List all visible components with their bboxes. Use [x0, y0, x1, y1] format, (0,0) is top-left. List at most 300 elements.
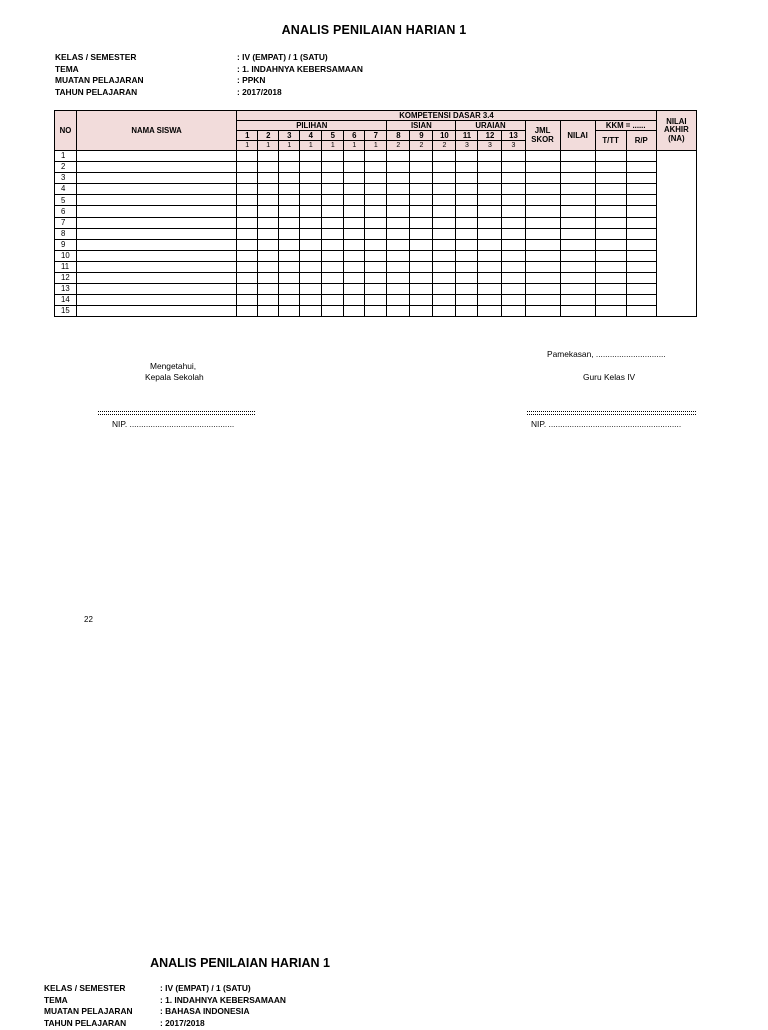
score-cell [279, 195, 300, 206]
score-cell [300, 306, 322, 317]
score-cell [344, 261, 365, 272]
score-cell [433, 184, 456, 195]
score-cell [387, 261, 410, 272]
score-cell [237, 184, 258, 195]
score-cell [525, 261, 560, 272]
score-cell [456, 261, 478, 272]
score-cell [478, 261, 502, 272]
score-cell [258, 306, 279, 317]
question-weight: 1 [300, 141, 322, 151]
score-cell [525, 306, 560, 317]
score-cell [344, 151, 365, 162]
score-cell [525, 173, 560, 184]
score-cell [258, 295, 279, 306]
score-cell [322, 228, 344, 239]
score-cell [258, 261, 279, 272]
score-cell [502, 217, 525, 228]
score-cell [410, 306, 433, 317]
score-cell [279, 173, 300, 184]
score-cell [502, 273, 525, 284]
question-weight: 1 [279, 141, 300, 151]
student-name-cell [77, 217, 237, 228]
table-row [55, 306, 697, 317]
score-cell [525, 295, 560, 306]
score-cell [365, 206, 387, 217]
question-number: 11 [456, 131, 478, 141]
question-weight: 1 [365, 141, 387, 151]
score-cell [410, 284, 433, 295]
score-cell [237, 261, 258, 272]
score-cell [433, 173, 456, 184]
row-number: 1 [55, 151, 77, 162]
table-row [55, 151, 697, 162]
score-cell [258, 228, 279, 239]
score-cell [433, 250, 456, 261]
question-weight: 1 [344, 141, 365, 151]
row-number: 8 [55, 228, 77, 239]
score-cell [237, 250, 258, 261]
question-weight: 2 [410, 141, 433, 151]
info-value: : 2017/2018 [160, 1018, 205, 1029]
score-cell [258, 217, 279, 228]
score-cell [237, 284, 258, 295]
question-weight: 1 [258, 141, 279, 151]
info-value: : PPKN [237, 75, 266, 85]
score-cell [258, 206, 279, 217]
score-cell [258, 173, 279, 184]
score-cell [525, 162, 560, 173]
no-header: NO [55, 111, 77, 151]
row-number: 2 [55, 162, 77, 173]
score-cell [410, 228, 433, 239]
score-cell [560, 173, 595, 184]
question-weight: 2 [387, 141, 410, 151]
score-cell [300, 195, 322, 206]
score-cell [626, 239, 656, 250]
score-cell [560, 184, 595, 195]
score-cell [456, 284, 478, 295]
score-cell [525, 195, 560, 206]
score-cell [525, 284, 560, 295]
row-number: 15 [55, 306, 77, 317]
score-cell [626, 306, 656, 317]
score-cell [433, 295, 456, 306]
score-cell [387, 239, 410, 250]
score-cell [595, 206, 626, 217]
score-cell [279, 206, 300, 217]
table-row [55, 239, 697, 250]
info-row-kelas [44, 983, 286, 995]
student-name-cell [77, 173, 237, 184]
question-number: 5 [322, 131, 344, 141]
score-cell [365, 295, 387, 306]
score-cell [410, 295, 433, 306]
score-cell [344, 273, 365, 284]
nilai-header: NILAI [560, 121, 595, 151]
score-cell [344, 284, 365, 295]
score-cell [433, 206, 456, 217]
row-number: 11 [55, 261, 77, 272]
info-label: TEMA [55, 63, 79, 74]
table-row [55, 173, 697, 184]
score-cell [410, 184, 433, 195]
row-number: 14 [55, 295, 77, 306]
score-cell [560, 261, 595, 272]
score-cell [344, 295, 365, 306]
question-number: 8 [387, 131, 410, 141]
score-cell [478, 239, 502, 250]
info-label: MUATAN PELAJARAN [55, 75, 144, 85]
question-number: 7 [365, 131, 387, 141]
score-cell [456, 173, 478, 184]
score-cell [560, 206, 595, 217]
score-cell [626, 195, 656, 206]
score-cell [502, 261, 525, 272]
score-cell [410, 206, 433, 217]
table-row [55, 217, 697, 228]
score-cell [322, 217, 344, 228]
question-number: 12 [478, 131, 502, 141]
student-name-cell [77, 195, 237, 206]
score-cell [365, 273, 387, 284]
info-row-tahun [55, 87, 363, 99]
score-cell [433, 195, 456, 206]
info-label: TAHUN PELAJARAN [44, 1018, 127, 1029]
score-cell [279, 228, 300, 239]
score-cell [456, 162, 478, 173]
score-cell [456, 239, 478, 250]
score-cell [595, 250, 626, 261]
score-cell [322, 250, 344, 261]
score-cell [258, 239, 279, 250]
info-value: : IV (EMPAT) / 1 (SATU) [237, 52, 328, 62]
score-cell [626, 250, 656, 261]
row-number: 9 [55, 239, 77, 250]
score-cell [258, 250, 279, 261]
score-cell [237, 195, 258, 206]
score-cell [478, 195, 502, 206]
score-cell [300, 184, 322, 195]
score-cell [525, 217, 560, 228]
score-cell [322, 239, 344, 250]
score-cell [410, 239, 433, 250]
row-number: 12 [55, 273, 77, 284]
score-cell [502, 184, 525, 195]
score-cell [626, 295, 656, 306]
info-value: : BAHASA INDONESIA [160, 1006, 250, 1017]
score-cell [525, 228, 560, 239]
score-cell [344, 195, 365, 206]
score-cell [560, 195, 595, 206]
score-cell [502, 151, 525, 162]
score-cell [456, 295, 478, 306]
score-cell [626, 261, 656, 272]
score-cell [478, 228, 502, 239]
score-cell [626, 206, 656, 217]
score-cell [456, 306, 478, 317]
score-cell [344, 217, 365, 228]
question-number: 1 [237, 131, 258, 141]
score-cell [344, 239, 365, 250]
page-title: ANALIS PENILAIAN HARIAN 1 [281, 23, 467, 37]
score-cell [237, 217, 258, 228]
student-name-cell [77, 151, 237, 162]
score-cell [237, 306, 258, 317]
score-cell [595, 295, 626, 306]
score-cell [387, 162, 410, 173]
student-name-cell [77, 261, 237, 272]
score-cell [456, 273, 478, 284]
score-cell [387, 228, 410, 239]
score-cell [478, 284, 502, 295]
score-cell [387, 184, 410, 195]
info-row-muatan [55, 75, 363, 87]
score-cell [560, 284, 595, 295]
student-name-cell [77, 206, 237, 217]
score-cell [279, 162, 300, 173]
score-cell [595, 184, 626, 195]
ttt-header: T/TT [595, 131, 626, 151]
mengetahui-label: Mengetahui, [150, 361, 197, 371]
score-cell [525, 239, 560, 250]
signature-line-left [98, 411, 255, 415]
score-cell [502, 206, 525, 217]
table-row [55, 284, 697, 295]
question-number: 13 [502, 131, 525, 141]
score-cell [626, 273, 656, 284]
score-cell [279, 184, 300, 195]
page2-title: ANALIS PENILAIAN HARIAN 1 [150, 956, 330, 970]
score-cell [237, 162, 258, 173]
score-cell [279, 295, 300, 306]
info-row-kelas [55, 52, 363, 64]
score-cell [387, 217, 410, 228]
score-cell [502, 295, 525, 306]
score-cell [365, 173, 387, 184]
score-cell [365, 162, 387, 173]
table-row [55, 273, 697, 284]
question-weight: 3 [502, 141, 525, 151]
score-cell [595, 151, 626, 162]
score-cell [560, 295, 595, 306]
score-cell [560, 228, 595, 239]
score-cell [433, 228, 456, 239]
score-cell [478, 217, 502, 228]
row-number: 3 [55, 173, 77, 184]
score-cell [456, 195, 478, 206]
score-cell [300, 239, 322, 250]
score-cell [387, 306, 410, 317]
score-cell [237, 239, 258, 250]
score-cell [502, 228, 525, 239]
info-label: TEMA [44, 994, 68, 1005]
score-cell [502, 250, 525, 261]
score-cell [502, 195, 525, 206]
score-cell [560, 162, 595, 173]
score-cell [478, 206, 502, 217]
info-label: KELAS / SEMESTER [55, 52, 137, 62]
info-block [55, 52, 363, 98]
score-cell [478, 184, 502, 195]
score-cell [237, 151, 258, 162]
score-cell [433, 306, 456, 317]
score-cell [478, 295, 502, 306]
student-name-cell [77, 295, 237, 306]
question-number: 2 [258, 131, 279, 141]
kepala-sekolah-label: Kepala Sekolah [145, 372, 204, 382]
table-row [55, 184, 697, 195]
score-cell [502, 306, 525, 317]
score-cell [322, 184, 344, 195]
score-cell [525, 250, 560, 261]
score-cell [595, 173, 626, 184]
score-cell [344, 184, 365, 195]
info-value: : 1. INDAHNYA KEBERSAMAAN [237, 63, 363, 74]
row-number: 4 [55, 184, 77, 195]
student-name-cell [77, 228, 237, 239]
name-header: NAMA SISWA [77, 111, 237, 151]
score-cell [478, 151, 502, 162]
score-cell [322, 195, 344, 206]
score-cell [456, 151, 478, 162]
score-cell [410, 151, 433, 162]
score-cell [433, 239, 456, 250]
score-cell [300, 173, 322, 184]
score-cell [456, 228, 478, 239]
score-cell [595, 306, 626, 317]
score-cell [456, 206, 478, 217]
score-cell [279, 217, 300, 228]
table-row [55, 195, 697, 206]
nip-right: NIP. ......................................................... [531, 419, 682, 429]
score-cell [300, 261, 322, 272]
score-cell [456, 250, 478, 261]
score-cell [478, 273, 502, 284]
table-row [55, 228, 697, 239]
student-name-cell [77, 306, 237, 317]
question-number: 4 [300, 131, 322, 141]
score-cell [365, 239, 387, 250]
score-cell [560, 306, 595, 317]
student-name-cell [77, 273, 237, 284]
student-name-cell [77, 250, 237, 261]
score-cell [344, 173, 365, 184]
score-cell [626, 184, 656, 195]
score-cell [478, 250, 502, 261]
score-cell [626, 151, 656, 162]
score-cell [322, 151, 344, 162]
score-cell [502, 284, 525, 295]
score-cell [525, 206, 560, 217]
score-cell [502, 239, 525, 250]
score-cell [456, 217, 478, 228]
score-cell [365, 228, 387, 239]
score-cell [365, 284, 387, 295]
score-cell [300, 284, 322, 295]
student-rows [55, 151, 697, 317]
score-cell [456, 184, 478, 195]
question-weight: 2 [433, 141, 456, 151]
score-cell [433, 273, 456, 284]
score-cell [300, 151, 322, 162]
score-cell [410, 162, 433, 173]
score-cell [595, 273, 626, 284]
guru-kelas-label: Guru Kelas IV [583, 372, 636, 382]
score-cell [387, 173, 410, 184]
score-cell [433, 217, 456, 228]
score-cell [258, 284, 279, 295]
info-row-tema [55, 64, 363, 76]
score-cell [560, 273, 595, 284]
score-cell [387, 284, 410, 295]
score-cell [595, 162, 626, 173]
table-row [55, 206, 697, 217]
score-cell [478, 173, 502, 184]
score-cell [344, 250, 365, 261]
score-cell [387, 250, 410, 261]
score-cell [387, 273, 410, 284]
score-cell [626, 284, 656, 295]
score-cell [237, 228, 258, 239]
score-cell [595, 217, 626, 228]
info-value: : 2017/2018 [237, 86, 282, 97]
score-cell [279, 151, 300, 162]
score-cell [595, 239, 626, 250]
score-cell [626, 162, 656, 173]
page-number: 22 [84, 615, 93, 624]
score-cell [560, 250, 595, 261]
info-value: : 1. INDAHNYA KEBERSAMAAN [160, 994, 286, 1005]
score-cell [322, 306, 344, 317]
table-row [55, 295, 697, 306]
score-cell [300, 217, 322, 228]
table-row [55, 162, 697, 173]
score-cell [502, 173, 525, 184]
score-cell [322, 284, 344, 295]
score-cell [365, 184, 387, 195]
score-cell [410, 261, 433, 272]
score-cell [300, 206, 322, 217]
row-number: 10 [55, 250, 77, 261]
score-cell [365, 261, 387, 272]
score-cell [410, 217, 433, 228]
score-cell [525, 273, 560, 284]
score-cell [595, 261, 626, 272]
rp-header: R/P [626, 131, 656, 151]
pilihan-header: PILIHAN [237, 121, 387, 131]
score-cell [525, 184, 560, 195]
nilai-akhir-header: NILAI AKHIR (NA) [656, 111, 696, 151]
nip-left: NIP. ............................................. [112, 419, 235, 429]
score-cell [300, 228, 322, 239]
row-number: 13 [55, 284, 77, 295]
score-cell [365, 250, 387, 261]
score-cell [237, 173, 258, 184]
score-cell [279, 284, 300, 295]
score-cell [410, 173, 433, 184]
score-cell [365, 306, 387, 317]
score-cell [322, 295, 344, 306]
isian-header: ISIAN [387, 121, 456, 131]
score-cell [344, 206, 365, 217]
row-number: 5 [55, 195, 77, 206]
score-cell [502, 162, 525, 173]
row-number: 7 [55, 217, 77, 228]
score-cell [258, 195, 279, 206]
score-cell [433, 261, 456, 272]
score-cell [433, 151, 456, 162]
info-row-tema [44, 995, 286, 1007]
